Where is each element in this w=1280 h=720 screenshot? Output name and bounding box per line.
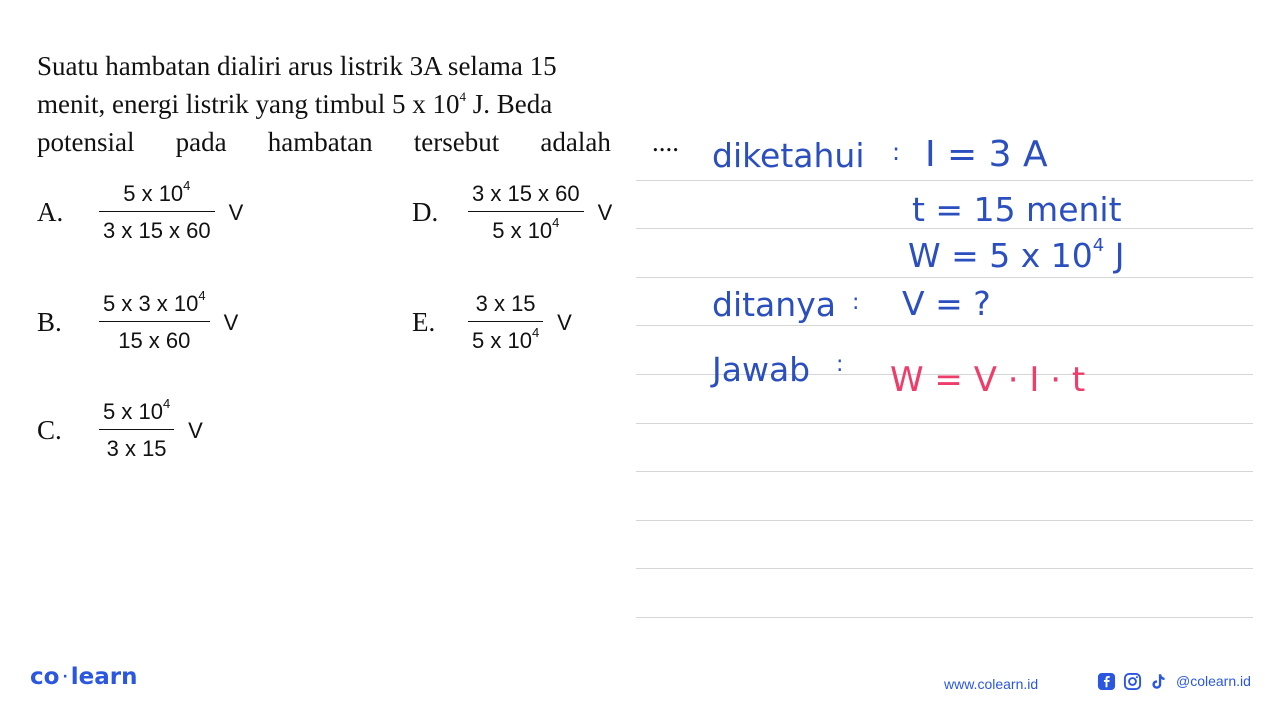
denominator: 15 x 60 <box>118 328 191 354</box>
fraction-bar <box>468 211 584 212</box>
numerator: 3 x 15 <box>475 291 536 316</box>
ruled-line <box>636 471 1253 472</box>
ruled-line <box>636 617 1253 618</box>
ruled-line <box>636 568 1253 569</box>
ruled-line <box>636 423 1253 424</box>
numerator: 3 x 15 x 60 <box>472 181 580 206</box>
colon: : <box>852 290 860 315</box>
denominator: 3 x 15 <box>106 436 167 462</box>
option-letter: E. <box>412 307 436 338</box>
colon: : <box>892 138 901 166</box>
option-a[interactable] <box>37 180 243 245</box>
unit: V <box>597 199 613 225</box>
option-b[interactable] <box>37 290 238 355</box>
given-energy: W = 5 x $10^4$ J <box>908 235 1125 275</box>
colon: : <box>836 352 844 377</box>
ditanya-label: ditanya <box>712 285 836 324</box>
fraction <box>468 290 543 355</box>
fraction <box>99 398 174 463</box>
unit: V <box>188 417 203 443</box>
given-time: t = 15 menit <box>912 190 1122 229</box>
unit: V <box>223 309 239 335</box>
fraction-bar <box>99 429 174 430</box>
option-letter: A. <box>37 197 64 228</box>
option-d[interactable] <box>412 180 612 245</box>
question-text <box>37 47 679 161</box>
given-current: I = 3 A <box>925 134 1048 175</box>
numerator: 5 x $10^4$ <box>103 396 171 424</box>
social-handle[interactable]: @colearn.id <box>1176 673 1251 689</box>
formula: W = V · I · t <box>890 360 1086 400</box>
unit: V <box>557 309 572 335</box>
option-letter: D. <box>412 197 439 228</box>
ruled-line <box>636 325 1253 326</box>
website-url[interactable]: www.colearn.id <box>944 676 1039 692</box>
ruled-line <box>636 520 1253 521</box>
fraction-bar <box>99 321 210 322</box>
question-line-3: potensial pada hambatan tersebut adalah .... <box>37 127 679 157</box>
denominator: 5 x $10^4$ <box>492 215 560 244</box>
question-line-2: menit, energi listrik yang timbul 5 x $10^4$ J. Beda <box>37 89 553 119</box>
question-line-1: Suatu hambatan dialiri arus listrik 3A selama 15 <box>37 51 557 81</box>
fraction <box>468 180 584 245</box>
asked-voltage: V = ? <box>902 284 991 323</box>
fraction-bar <box>99 211 215 212</box>
fraction-bar <box>468 321 543 322</box>
social-links <box>1096 671 1251 691</box>
option-letter: B. <box>37 307 62 338</box>
jawab-label: Jawab <box>712 350 811 389</box>
option-e[interactable] <box>412 290 572 355</box>
fraction <box>99 290 210 355</box>
unit: V <box>228 199 244 225</box>
option-letter: C. <box>37 415 62 446</box>
ruled-line <box>636 277 1253 278</box>
diketahui-label: diketahui <box>712 136 865 175</box>
denominator: 5 x $10^4$ <box>472 325 540 354</box>
numerator: 5 x 3 x $10^4$ <box>103 288 206 316</box>
ruled-line <box>636 180 1253 181</box>
denominator: 3 x 15 x 60 <box>103 218 211 244</box>
tiktok-icon[interactable] <box>1148 671 1168 691</box>
numerator: 5 x $10^4$ <box>123 178 191 206</box>
colearn-logo: co · learn <box>30 664 138 690</box>
fraction <box>99 180 215 245</box>
option-c[interactable] <box>37 398 203 463</box>
instagram-icon[interactable] <box>1122 671 1142 691</box>
facebook-icon[interactable] <box>1096 671 1116 691</box>
